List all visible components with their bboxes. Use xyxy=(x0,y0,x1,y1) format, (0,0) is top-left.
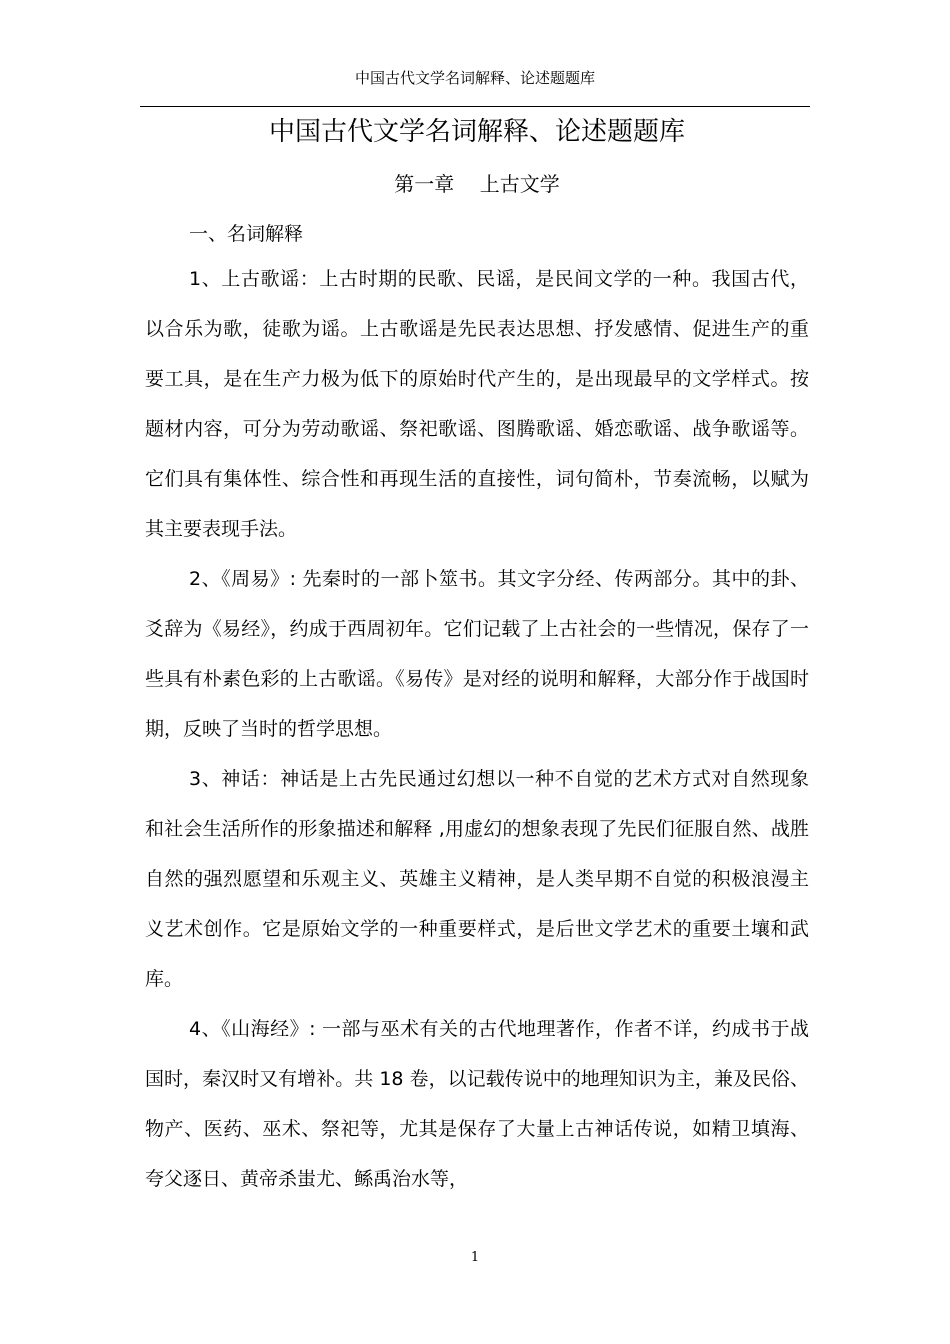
term-entry-3: 3、神话：神话是上古先民通过幻想以一种不自觉的艺术方式对自然现象和社会生活所作的形象描述和解释 ,用虚幻的想象表现了先民们征服自然、战胜自然的强烈愿望和乐观主义、英雄主义精神，是人类早期不自觉的积极浪漫主义艺术创作。它是原始文学的一种重要样式，是后世文学艺术的重要土壤和武库。 xyxy=(145,768,809,990)
page-number: 1 xyxy=(470,1250,480,1265)
term-entry-4: 4、《山海经》: 一部与巫术有关的古代地理著作，作者不详，约成书于战国时，秦汉时又有增补。共 18 卷，以记载传说中的地理知识为主，兼及民俗、物产、医药、巫术、祭祀等，尤其是保存了大量上古神话传说，如精卫填海、夸父逐日、黄帝杀蚩尤、鲧禹治水等， xyxy=(145,1018,809,1190)
document-title: 中国古代文学名词解释、论述题题库 xyxy=(268,117,685,147)
running-header: 中国古代文学名词解释、论述题题库 xyxy=(354,69,595,87)
header-divider xyxy=(140,106,810,107)
section-title: 一、名词解释 xyxy=(189,223,304,245)
chapter-title: 第一章 上古文学 xyxy=(394,172,560,196)
term-entry-2: 2、《周易》: 先秦时的一部卜筮书。其文字分经、传两部分。其中的卦、爻辞为《易经》，约成于西周初年。它们记载了上古社会的一些情况，保存了一些具有朴素色彩的上古歌谣。《易传》是对经的说明和解释，大部分作于战国时期，反映了当时的哲学思想。 xyxy=(145,568,809,740)
term-entry-1: 1、上古歌谣：上古时期的民歌、民谣，是民间文学的一种。我国古代，以合乐为歌，徒歌为谣。上古歌谣是先民表达思想、抒发感情、促进生产的重要工具，是在生产力极为低下的原始时代产生的，是出现最早的文学样式。按题材内容，可分为劳动歌谣、祭祀歌谣、图腾歌谣、婚恋歌谣、战争歌谣等。它们具有集体性、综合性和再现生活的直接性，词句简朴，节奏流畅，以赋为其主要表现手法。 xyxy=(145,268,809,540)
page-body xyxy=(145,112,809,1204)
